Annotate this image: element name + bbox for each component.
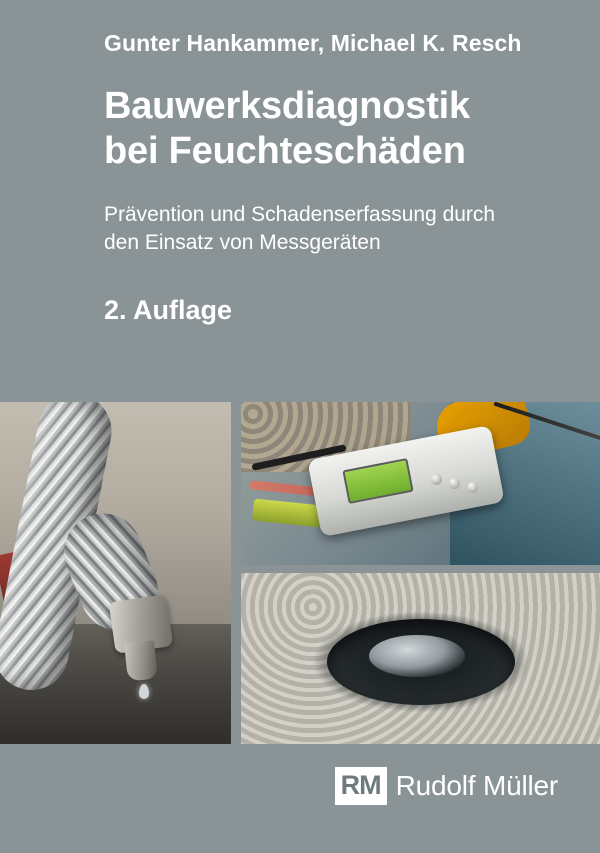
book-subtitle <box>104 201 542 258</box>
hose-outlet-tip <box>124 641 158 682</box>
device-knob-3 <box>467 482 478 493</box>
metal-pipe-inside-hole <box>369 635 465 677</box>
publisher-logo <box>335 767 558 805</box>
book-title-line-1: Bauwerksdiagnostik <box>104 84 470 127</box>
authors: Gunter Hankammer, Michael K. Resch <box>104 30 522 56</box>
cover-photo-group <box>0 402 600 744</box>
edition-label: 2. Auflage <box>104 295 233 326</box>
publisher-logo-mark: RM <box>335 767 387 805</box>
photo-drilled-core-hole-in-concrete-wall <box>241 573 600 744</box>
cover-text-block <box>0 0 600 326</box>
photo-flexible-hose-with-water-drop <box>0 402 231 744</box>
photo-moisture-measuring-device-in-use <box>241 402 600 565</box>
water-drop <box>139 684 149 699</box>
book-title-line-2: bei Feuchteschäden <box>104 130 466 173</box>
book-subtitle-line-1: Prävention und Schadenserfassung durch <box>104 202 496 226</box>
device-knob-1 <box>431 474 442 485</box>
device-knob-2 <box>449 478 460 489</box>
measuring-clamp <box>252 498 324 527</box>
book-subtitle-line-2: den Einsatz von Messgeräten <box>104 231 381 255</box>
book-title <box>104 84 542 175</box>
publisher-name: Rudolf Müller <box>395 770 558 801</box>
